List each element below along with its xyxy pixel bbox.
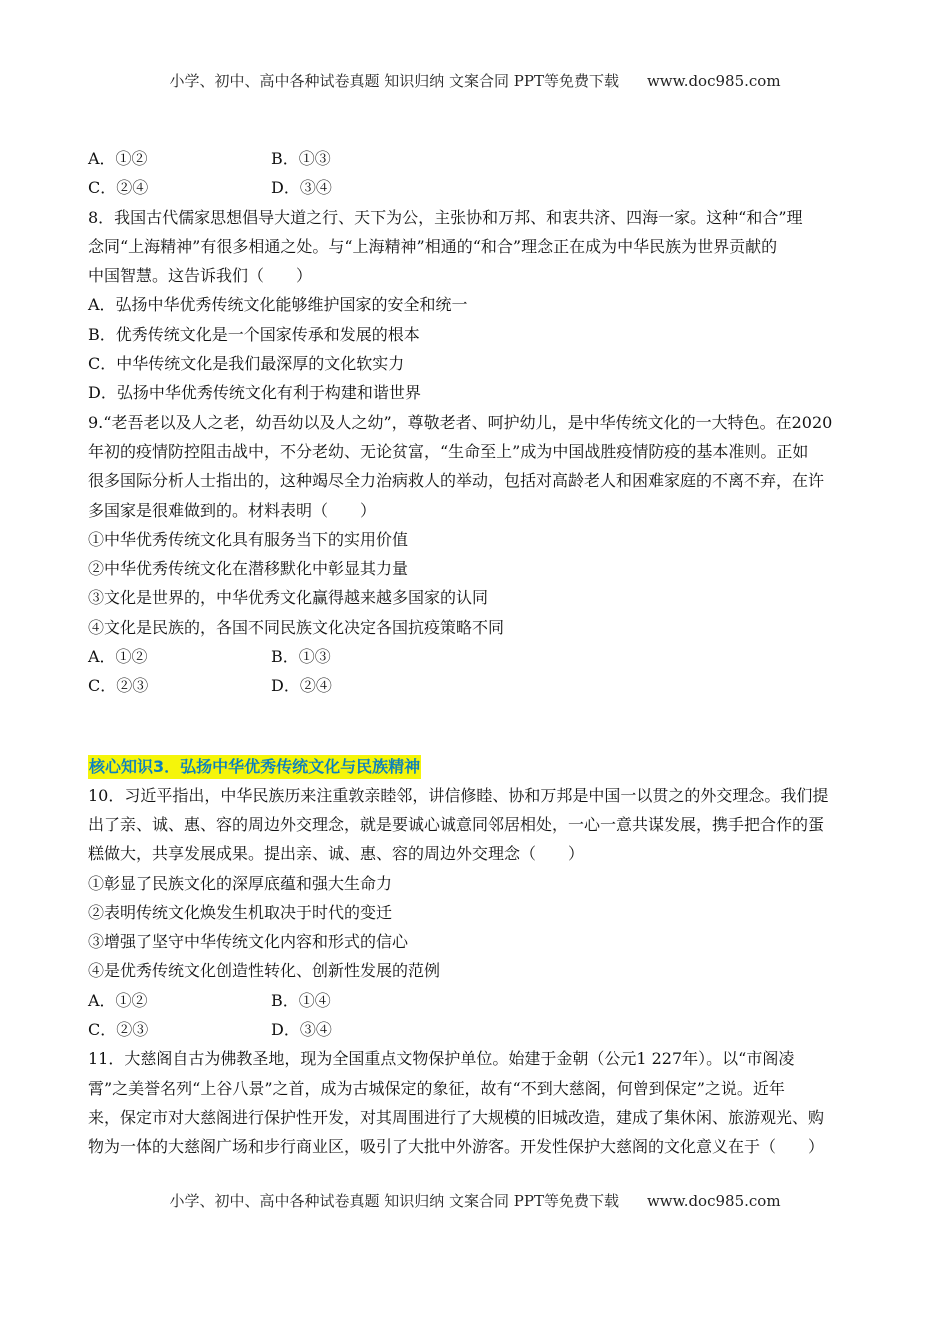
q8-stem-line: 念同“上海精神”有很多相通之处。与“上海精神”相通的“和合”理念正在成为中华民族为世界贡献的	[88, 236, 778, 256]
q8-option-c: C．中华传统文化是我们最深厚的文化软实力	[88, 354, 405, 374]
q9-option-a: A．①②	[88, 647, 148, 667]
q9-statement-3: ③文化是世界的，中华优秀文化赢得越来越多国家的认同	[88, 588, 489, 608]
q9-stem-line: 9.“老吾老以及人之老，幼吾幼以及人之幼”，尊敬老者、呵护幼儿，是中华传统文化的一大特色。在2020	[88, 412, 833, 432]
q10-statement-3: ③增强了坚守中华传统文化内容和形式的信心	[88, 932, 409, 952]
q10-option-b: B．①④	[271, 990, 331, 1010]
q10-option-d: D．③④	[271, 1020, 332, 1040]
page-header	[0, 70, 950, 91]
q9-stem-line: 很多国际分析人士指出的，这种竭尽全力治病救人的举动，包括对高龄老人和困难家庭的不离不弃，在许	[88, 471, 825, 491]
q11-stem-line: 霄”之美誉名列“上谷八景”之首，成为古城保定的象征，故有“不到大慈阁，何曾到保定”之说。近年	[88, 1078, 785, 1098]
q8-stem-line: 中国智慧。这告诉我们（ ）	[88, 266, 313, 286]
q10-statement-1: ①彰显了民族文化的深厚底蕴和强大生命力	[88, 873, 393, 893]
footer-text: 小学、初中、高中各种试卷真题 知识归纳 文案合同 PPT等免费下载	[169, 1192, 619, 1210]
q9-stem-line: 年初的疫情防控阻击战中，不分老幼、无论贫富，“生命至上”成为中国战胜疫情防疫的基本准则。正如	[88, 441, 809, 461]
q11-stem-line: 来，保定市对大慈阁进行保护性开发，对其周围进行了大规模的旧城改造，建成了集休闲、旅游观光、购	[88, 1107, 825, 1127]
q10-option-c: C．②③	[88, 1020, 149, 1040]
q9-options-row-1	[88, 642, 878, 671]
q8-stem-line: 8．我国古代儒家思想倡导大道之行、天下为公，主张协和万邦、和衷共济、四海一家。这种“和合”理	[88, 207, 803, 227]
q9-stem-line: 多国家是很难做到的。材料表明（ ）	[88, 500, 377, 520]
q9-option-c: C．②③	[88, 676, 149, 696]
q8-option-a: A．弘扬中华优秀传统文化能够维护国家的安全和统一	[88, 295, 468, 315]
q9-statement-2: ②中华优秀传统文化在潜移默化中彰显其力量	[88, 559, 409, 579]
document-body	[88, 144, 878, 1162]
q7-option-a: A．①②	[88, 149, 148, 168]
q7-option-d: D．③④	[271, 178, 332, 198]
q7-options-row-1	[88, 144, 878, 173]
q10-options-row-1	[88, 986, 878, 1015]
q10-stem-line: 10．习近平指出，中华民族历来注重敦亲睦邻，讲信修睦、协和万邦是中国一以贯之的外交理念。我们提	[88, 785, 829, 805]
header-text: 小学、初中、高中各种试卷真题 知识归纳 文案合同 PPT等免费下载	[169, 72, 619, 90]
q11-stem-line: 11．大慈阁自古为佛教圣地，现为全国重点文物保护单位。始建于金朝（公元1 227年）。以“市阁凌	[88, 1049, 795, 1069]
q11-stem-line: 物为一体的大慈阁广场和步行商业区，吸引了大批中外游客。开发性保护大慈阁的文化意义在于（ ）	[88, 1137, 825, 1157]
section-spacer	[88, 701, 878, 749]
q7-option-c: C．②④	[88, 178, 149, 198]
q10-stem-line: 糕做大，共享发展成果。提出亲、诚、惠、容的周边外交理念（ ）	[88, 844, 585, 864]
q7-options-row-2	[88, 173, 878, 202]
page-footer	[0, 1190, 950, 1211]
header-site: www.doc985.com	[646, 72, 781, 90]
q9-option-b: B．①③	[271, 647, 331, 667]
q9-statement-4: ④文化是民族的，各国不同民族文化决定各国抗疫策略不同	[88, 617, 505, 637]
q10-stem-line: 出了亲、诚、惠、容的周边外交理念，就是要诚心诚意同邻居相处，一心一意共谋发展，携手把合作的蛋	[88, 814, 825, 834]
q10-statement-4: ④是优秀传统文化创造性转化、创新性发展的范例	[88, 961, 441, 981]
q9-option-d: D．②④	[271, 676, 332, 696]
footer-site: www.doc985.com	[646, 1192, 781, 1210]
q9-statement-1: ①中华优秀传统文化具有服务当下的实用价值	[88, 529, 409, 549]
q8-option-d: D．弘扬中华优秀传统文化有利于构建和谐世界	[88, 383, 421, 403]
q8-option-b: B．优秀传统文化是一个国家传承和发展的根本	[88, 324, 420, 344]
q9-options-row-2	[88, 671, 878, 700]
q10-option-a: A．①②	[88, 990, 148, 1010]
q10-statement-2: ②表明传统文化焕发生机取决于时代的变迁	[88, 902, 393, 922]
q7-option-b: B．①③	[271, 149, 331, 168]
section-heading: 核心知识3．弘扬中华优秀传统文化与民族精神	[88, 755, 421, 779]
q10-options-row-2	[88, 1015, 878, 1044]
